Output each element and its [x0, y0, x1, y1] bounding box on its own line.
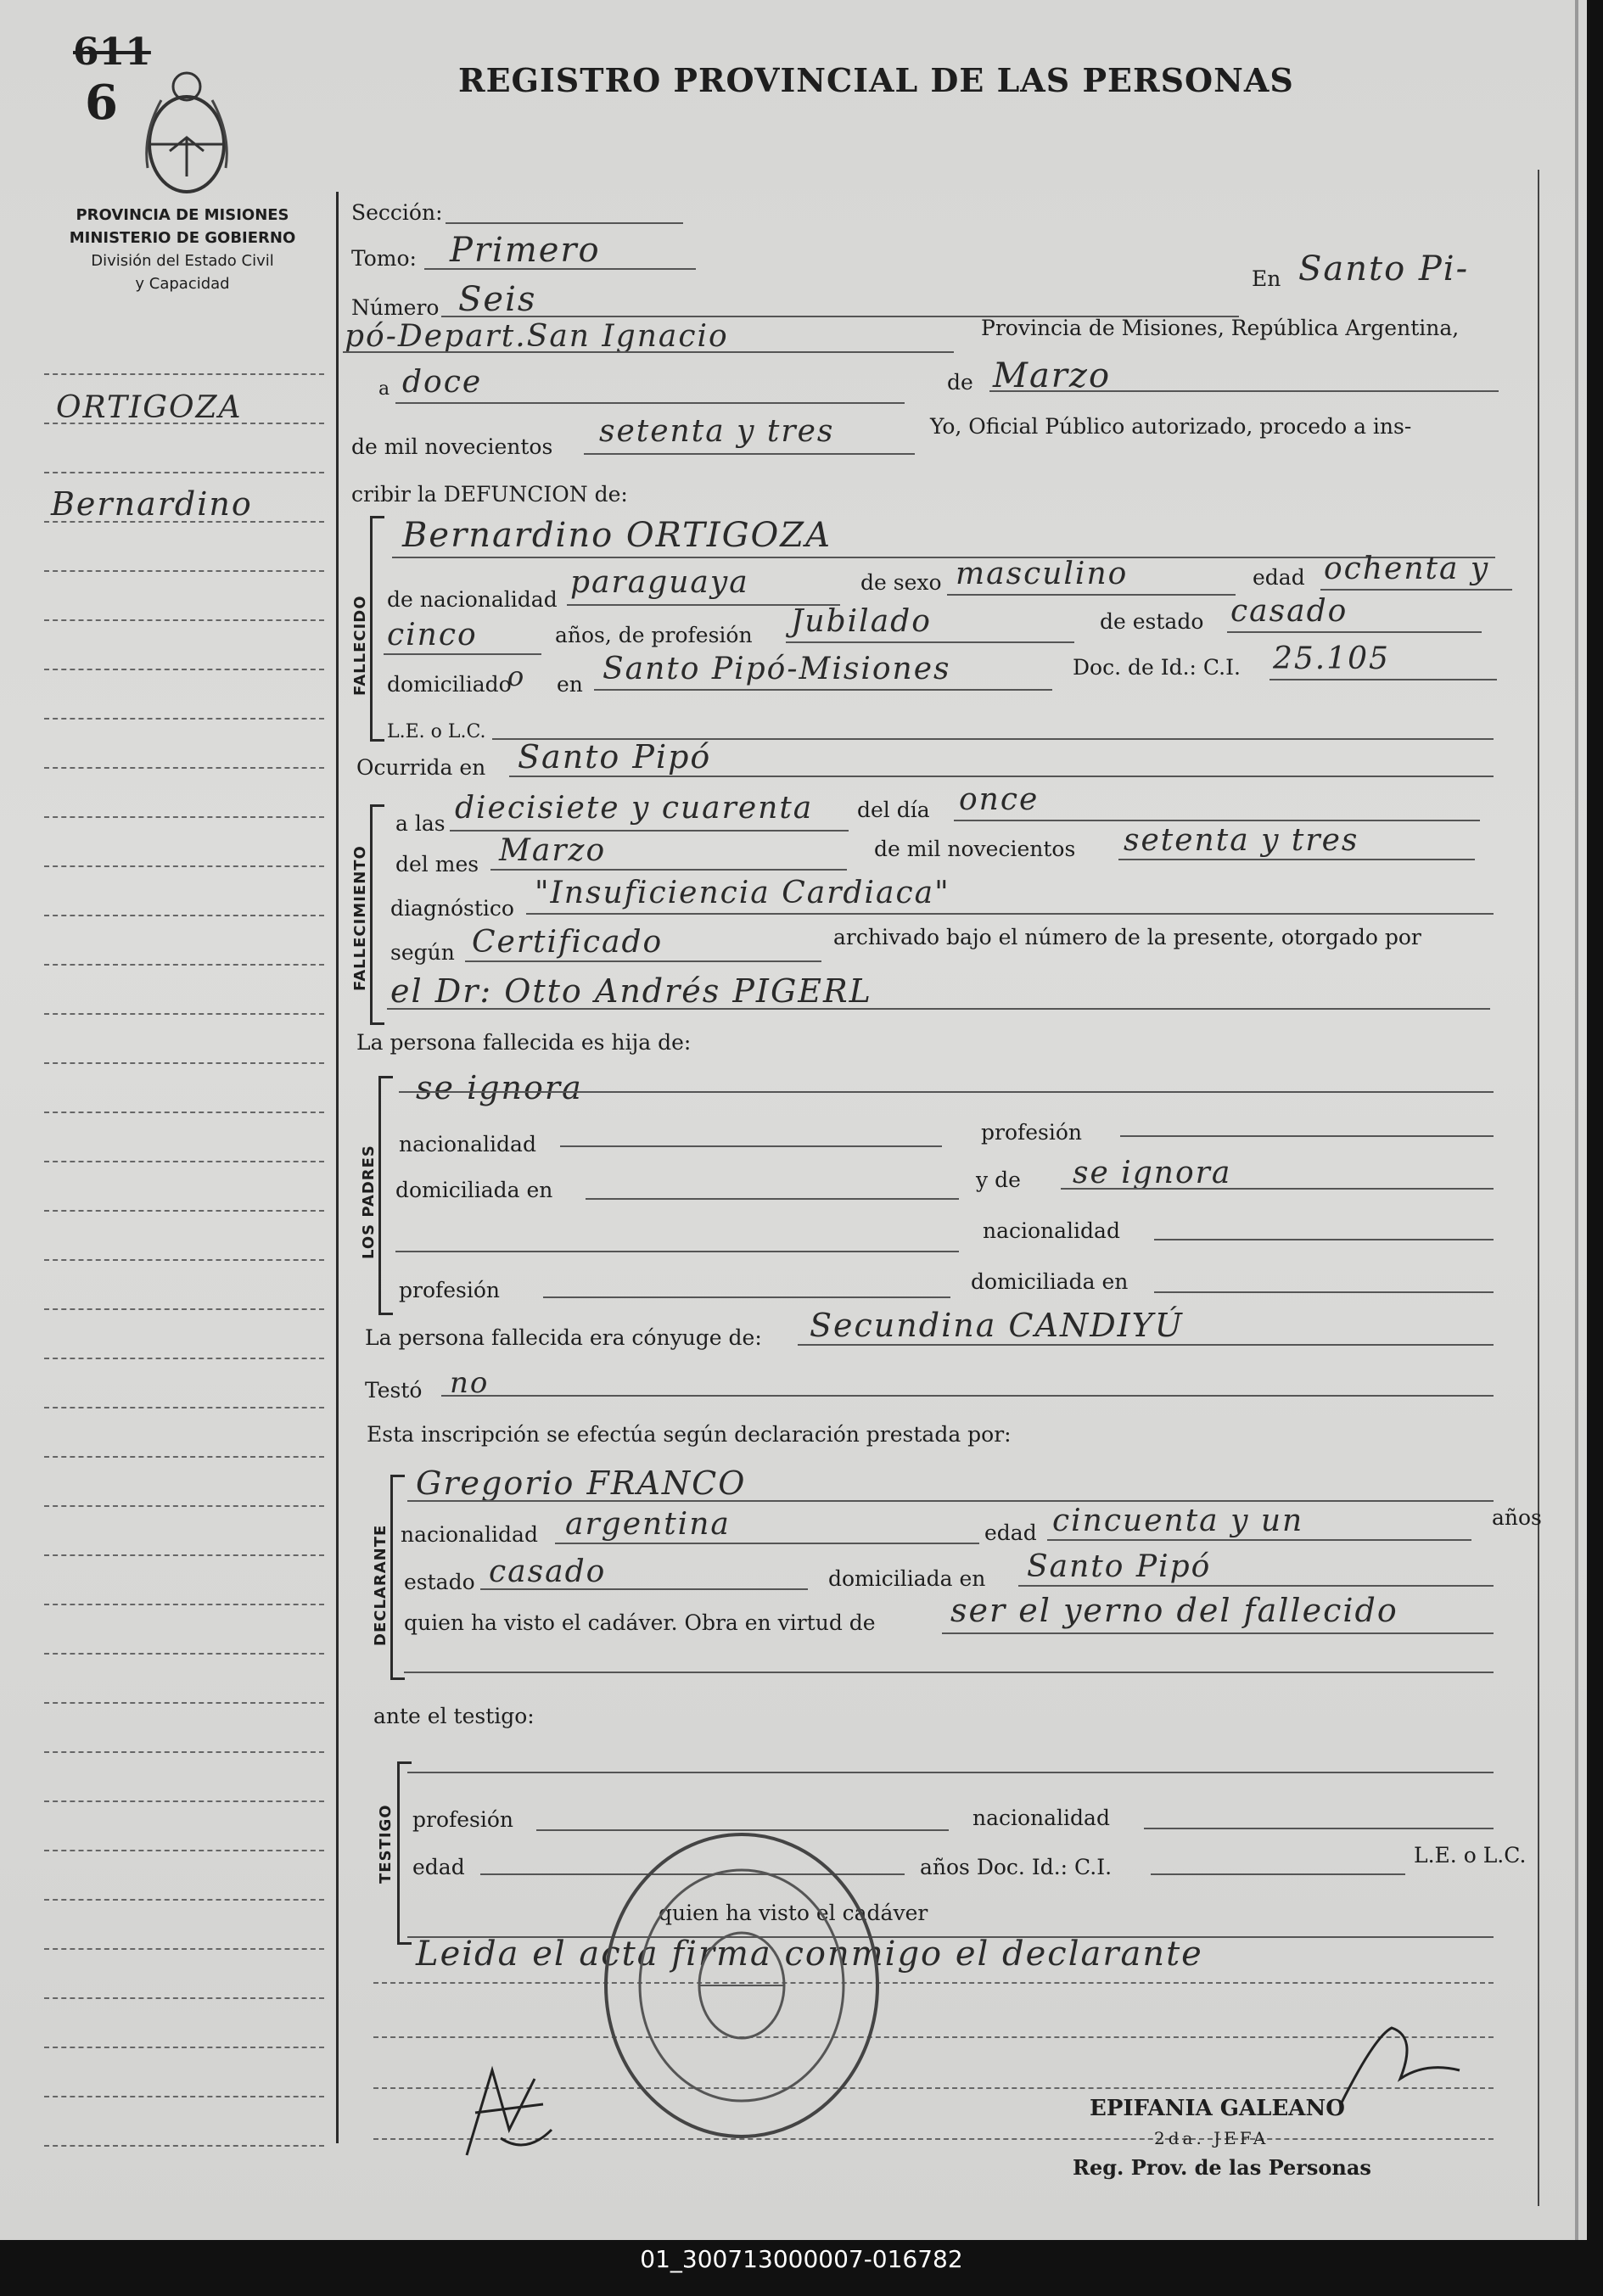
margin-rule-line — [44, 1505, 324, 1507]
domiciliada-en-label-2: domiciliada en — [971, 1269, 1129, 1294]
margin-rule-line — [44, 1604, 324, 1605]
death-day-value: once — [959, 782, 1040, 817]
margin-rule-line — [44, 718, 324, 720]
margin-rule-line — [44, 865, 324, 867]
relationship-value: ser el yerno del fallecido — [950, 1592, 1398, 1629]
quien-visto-2-text: quien ha visto el cadáver — [659, 1901, 928, 1925]
margin-rule-line — [44, 1850, 324, 1851]
margin-rule-line — [44, 1899, 324, 1901]
doc-id-label: Doc. de Id.: C.I. — [1073, 655, 1241, 680]
a-las-label: a las — [395, 811, 446, 836]
seccion-label: Sección: — [351, 200, 443, 225]
ministry-block — [34, 204, 331, 295]
margin-rule-line — [44, 1702, 324, 1704]
segun-label: según — [390, 940, 455, 965]
place-continued: pó-Depart.San Ignacio — [345, 319, 729, 354]
fallecimiento-side-label: FALLECIMIENTO — [351, 845, 369, 991]
document-heading: REGISTRO PROVINCIAL DE LAS PERSONAS — [458, 61, 1294, 99]
nacionalidad-label-4: nacionalidad — [401, 1522, 538, 1547]
mil-novecientos-label-2: de mil novecientos — [874, 837, 1076, 861]
domiciliada-en-label-3: domiciliada en — [828, 1566, 986, 1591]
declarant-name: Gregorio FRANCO — [416, 1464, 747, 1502]
profesion-label-3: profesión — [412, 1807, 514, 1832]
death-month-value: Marzo — [499, 833, 607, 868]
provincia-text: Provincia de Misiones, República Argentina, — [981, 316, 1460, 340]
diagnosis-value: "Insuficiencia Cardiaca" — [535, 876, 950, 910]
margin-rule-line — [44, 1456, 324, 1458]
declarante-bracket — [390, 1475, 405, 1680]
margin-rule-line — [44, 1653, 324, 1655]
quien-ha-visto-text: quien ha visto el cadáver. Obra en virtud de — [404, 1610, 876, 1635]
numero-label: Número — [351, 295, 440, 320]
inscripcion-text: Esta inscripción se efectúa según declaración prestada por: — [367, 1422, 1012, 1447]
margin-rule-line — [44, 915, 324, 916]
sexo-label: de sexo — [860, 570, 942, 595]
y-de-label: y de — [976, 1168, 1021, 1192]
margin-rule-line — [44, 816, 324, 818]
spouse-value: Secundina CANDIYÚ — [810, 1307, 1184, 1344]
margin-rule-line — [44, 472, 324, 473]
testigo-side-label: TESTIGO — [377, 1804, 395, 1884]
declarant-nationality: argentina — [565, 1507, 731, 1542]
declarant-domicile: Santo Pipó — [1027, 1549, 1212, 1584]
fallecido-bracket — [370, 516, 384, 742]
margin-rule-line — [44, 767, 324, 769]
margin-rule-line — [44, 373, 324, 375]
declarant-status: casado — [489, 1554, 607, 1589]
ministry-line-4: y Capacidad — [135, 275, 230, 293]
margin-rule-line — [44, 1800, 324, 1802]
margin-rule-line — [44, 1210, 324, 1212]
ci-value: 25.105 — [1273, 641, 1390, 676]
margin-rule-line — [44, 1751, 324, 1753]
margin-rule-line — [44, 669, 324, 670]
doctor-value: el Dr: Otto Andrés PIGERL — [390, 972, 872, 1010]
estado-label: de estado — [1100, 609, 1204, 634]
nacionalidad-label: de nacionalidad — [387, 587, 558, 612]
page-edge — [1575, 0, 1578, 2240]
margin-surname: ORTIGOZA — [56, 390, 243, 425]
year-value: setenta y tres — [599, 414, 835, 449]
margin-rule-line — [44, 1948, 324, 1950]
margin-rule-line — [44, 1358, 324, 1359]
tomo-label: Tomo: — [351, 246, 417, 271]
declarant-signature-icon — [458, 2053, 560, 2164]
edad-label-3: edad — [412, 1855, 465, 1879]
declarant-age: cincuenta y un — [1052, 1504, 1304, 1538]
age-continued: cinco — [387, 618, 478, 652]
mil-novecientos-label: de mil novecientos — [351, 434, 553, 459]
fallecido-side-label: FALLECIDO — [351, 595, 369, 696]
edad-label: edad — [1253, 565, 1305, 590]
a-label: a — [378, 378, 390, 400]
marital-status-value: casado — [1230, 594, 1348, 629]
margin-rule-line — [44, 570, 324, 572]
occurred-place-value: Santo Pipó — [518, 738, 712, 776]
margin-rule-line — [44, 2047, 324, 2048]
death-year-value: setenta y tres — [1124, 823, 1359, 858]
del-dia-label: del día — [857, 798, 930, 822]
fallecimiento-bracket — [370, 804, 384, 1025]
profesion-label-2: profesión — [399, 1278, 501, 1302]
sex-value: masculino — [956, 557, 1129, 591]
declarante-side-label: DECLARANTE — [372, 1524, 390, 1646]
ocurrida-label: Ocurrida en — [356, 755, 486, 780]
will-value: no — [450, 1366, 490, 1400]
mother-value: se ignora — [1073, 1156, 1232, 1190]
padres-bracket — [378, 1076, 393, 1315]
edad-label-2: edad — [984, 1520, 1037, 1545]
time-value: diecisiete y cuarenta — [455, 791, 814, 826]
official-office: Reg. Prov. de las Personas — [1073, 2155, 1371, 2180]
le-lc-label: L.E. o L.C. — [387, 721, 486, 742]
ante-testigo-label: ante el testigo: — [373, 1704, 535, 1728]
anios-profesion-label: años, de profesión — [555, 623, 753, 647]
margin-rule-line — [44, 1407, 324, 1408]
testo-label: Testó — [365, 1378, 423, 1403]
margin-rule-line — [44, 2145, 324, 2147]
deceased-name: Bernardino ORTIGOZA — [402, 516, 832, 555]
inscribir-text: cribir la DEFUNCION de: — [351, 482, 628, 507]
age-value: ochenta y — [1324, 552, 1490, 586]
del-mes-label: del mes — [395, 852, 479, 876]
coat-of-arms-icon — [136, 66, 238, 202]
anios-label: años — [1492, 1505, 1542, 1530]
margin-rule-line — [44, 964, 324, 966]
margin-rule-line — [44, 1062, 324, 1064]
nationality-value: paraguaya — [570, 565, 749, 600]
domiciliada-en-label: domiciliada en — [395, 1178, 553, 1202]
en-label-2: en — [557, 672, 583, 697]
domicile-value: Santo Pipó-Misiones — [603, 652, 951, 686]
ministry-line-2: MINISTERIO DE GOBIERNO — [69, 229, 296, 247]
padres-side-label: LOS PADRES — [360, 1145, 378, 1259]
de-label: de — [947, 370, 973, 395]
main-border-right — [1538, 170, 1539, 2206]
margin-rule-line — [44, 1161, 324, 1162]
margin-rule-line — [44, 1997, 324, 1999]
estado-label-2: estado — [404, 1570, 475, 1594]
main-border-left — [336, 192, 339, 2143]
margin-rule-line — [44, 2096, 324, 2097]
nacionalidad-label-5: nacionalidad — [972, 1806, 1110, 1830]
day-value: doce — [402, 365, 483, 400]
domiciliado-label: domiciliado — [387, 672, 512, 697]
ministry-line-1: PROVINCIA DE MISIONES — [76, 206, 289, 224]
profesion-label: profesión — [981, 1120, 1083, 1145]
hija-de-label: La persona fallecida es hija de: — [356, 1030, 692, 1055]
conyuge-label: La persona fallecida era cónyuge de: — [365, 1325, 762, 1350]
margin-rule-line — [44, 1308, 324, 1310]
nacionalidad-label-2: nacionalidad — [399, 1132, 536, 1156]
father-value: se ignora — [416, 1069, 583, 1106]
domiciliado-suffix: o — [507, 660, 526, 692]
archivado-text: archivado bajo el número de la presente, otorgado por — [833, 925, 1421, 949]
margin-given-name: Bernardino — [51, 485, 253, 523]
official-role: 2da. JEFA — [1154, 2128, 1270, 2148]
place-value: Santo Pi- — [1298, 249, 1470, 288]
image-footer-id: 01_300713000007-016782 — [640, 2245, 963, 2273]
numero-value: Seis — [458, 280, 537, 319]
anios-doc-label: años Doc. Id.: C.I. — [920, 1855, 1113, 1879]
tomo-value: Primero — [450, 231, 601, 270]
margin-rule-line — [44, 1259, 324, 1261]
diagnostico-label: diagnóstico — [390, 896, 514, 921]
official-signature-icon — [1324, 2019, 1468, 2113]
ministry-line-3: División del Estado Civil — [91, 252, 274, 270]
according-to-value: Certificado — [472, 925, 664, 960]
official-seal-icon — [597, 1824, 886, 2147]
margin-rule-line — [44, 619, 324, 621]
registry-number-top: 611 — [73, 31, 151, 74]
nacionalidad-label-3: nacionalidad — [983, 1218, 1120, 1243]
month-value: Marzo — [993, 356, 1112, 395]
margin-rule-line — [44, 1013, 324, 1015]
oficial-text: Yo, Oficial Público autorizado, procedo a ins- — [930, 414, 1412, 439]
margin-rule-line — [44, 1554, 324, 1556]
profession-value: Jubilado — [791, 604, 932, 639]
le-lc-label-2: L.E. o L.C. — [1414, 1843, 1527, 1868]
reading-statement: Leida el acta firma conmigo el declarante — [416, 1935, 1203, 1974]
official-name: EPIFANIA GALEANO — [1090, 2096, 1345, 2121]
registry-number-bottom: 6 — [85, 75, 118, 131]
testigo-bracket — [397, 1761, 412, 1945]
en-label: En — [1252, 266, 1281, 291]
margin-rule-line — [44, 1112, 324, 1113]
